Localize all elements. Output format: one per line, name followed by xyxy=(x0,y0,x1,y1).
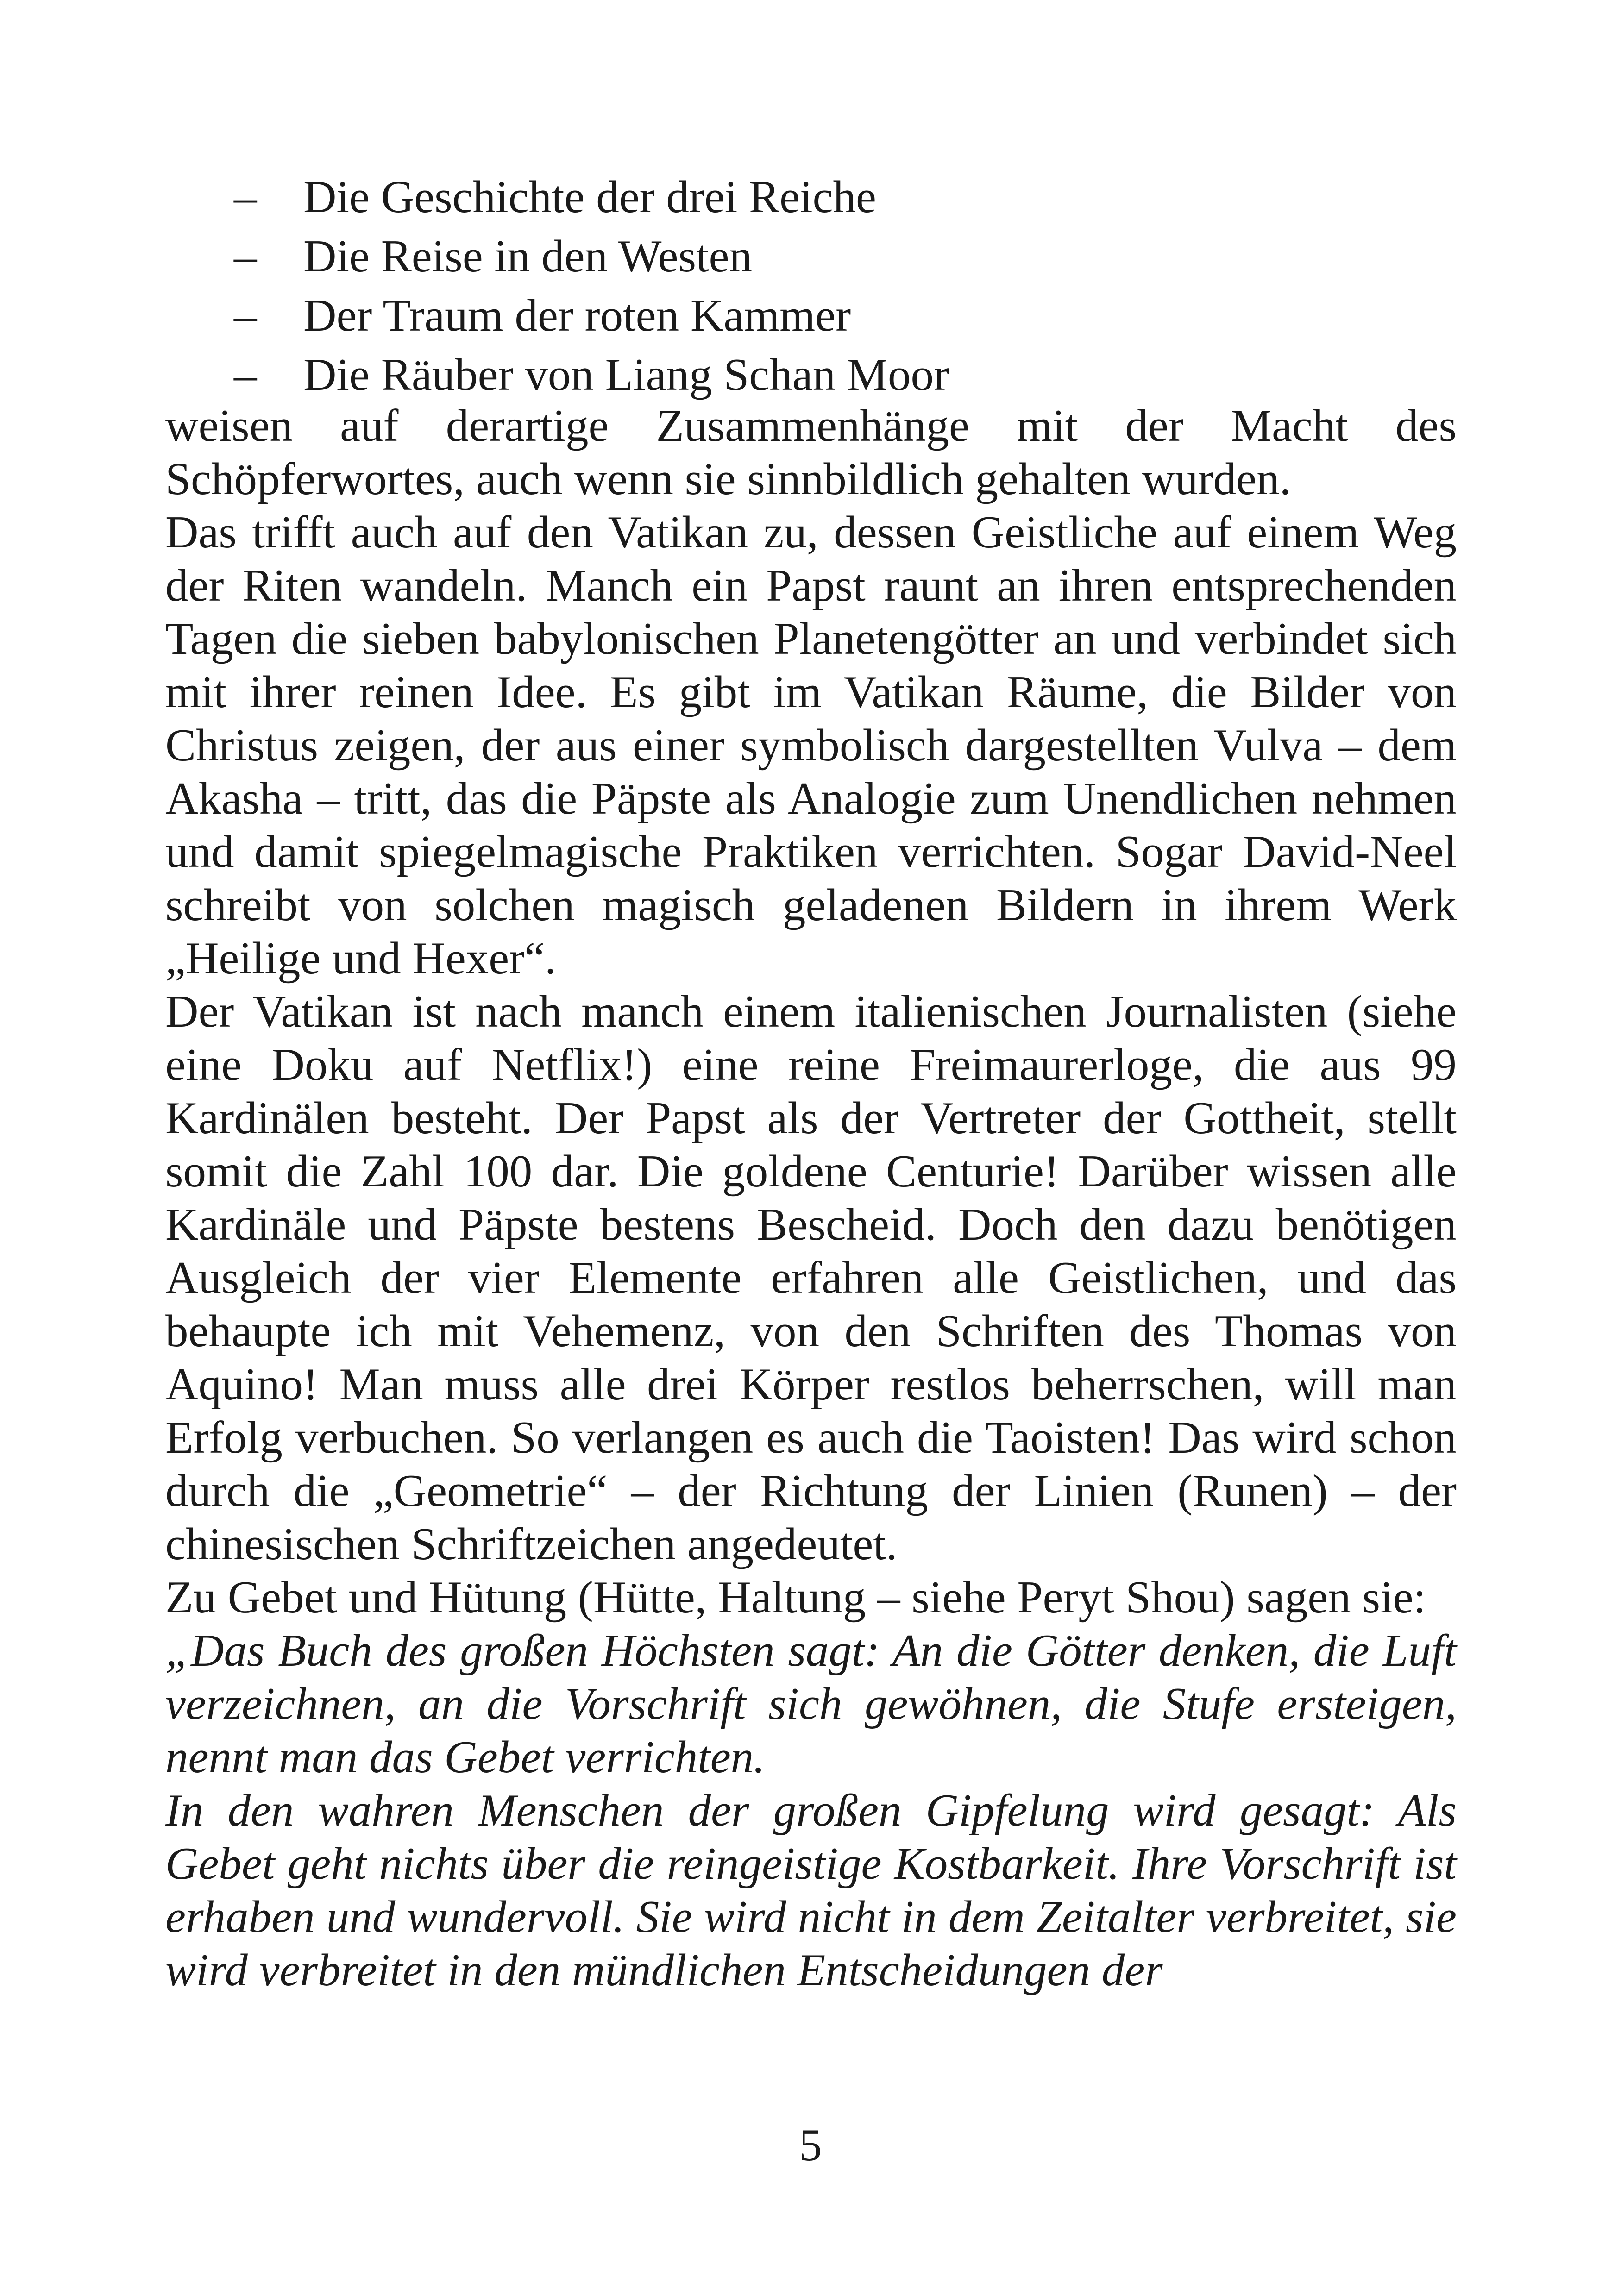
body-text xyxy=(165,399,1457,1997)
list-item-text: Die Reise in den Westen xyxy=(303,231,752,282)
quote-paragraph: In den wahren Menschen der großen Gipfelung wird gesagt: Als Gebet geht nichts über die reingeistige Kostbarkeit. Ihre Vorschrift ist erhaben und wundervoll. Sie wird nicht in dem Zeitalter verbreitet, sie wird verbreitet in den mündlichen Entscheidungen der xyxy=(165,1785,1457,1995)
paragraph: Der Vatikan ist nach manch einem italienischen Journalisten (siehe eine Doku auf Netflix!) eine reine Freimaurerloge, die aus 99 Kardinälen besteht. Der Papst als der Vertreter der Gottheit, stellt somit die Zahl 100 dar. Die goldene Centurie! Darüber wissen alle Kardinäle und Päpste bestens Bescheid. Doch den dazu benötigen Ausgleich der vier Elemente erfahren alle Geistlichen, und das behaupte ich mit Vehemenz, von den Schriften des Thomas von Aquino! Man muss alle drei Körper restlos beherrschen, will man Erfolg verbuchen. So verlangen es auch die Taoisten! Das wird schon durch die „Geometrie“ – der Richtung der Linien (Runen) – der chinesischen Schriftzeichen angedeutet. xyxy=(165,986,1457,1569)
list-dash: – xyxy=(234,350,257,400)
paragraph: weisen auf derartige Zusammenhänge mit der Macht des Schöpferwortes, auch wenn sie sinnbildlich gehalten wurden. xyxy=(165,401,1457,504)
list-item xyxy=(234,227,1484,286)
book-title-list xyxy=(234,168,1484,405)
list-item xyxy=(234,345,1484,405)
list-dash: – xyxy=(234,290,257,341)
paragraph: Das trifft auch auf den Vatikan zu, dessen Geistliche auf einem Weg der Riten wandeln. Manch ein Papst raunt an ihren entsprechenden Tagen die sieben babylonischen Planetengötter an und verbindet sich mit ihrer reinen Idee. Es gibt im Vatikan Räume, die Bilder von Christus zeigen, der aus einer symbolisch dargestellten Vulva – dem Akasha – tritt, das die Päpste als Analogie zum Unendlichen nehmen und damit spiegelmagische Praktiken verrichten. Sogar David-Neel schreibt von solchen magisch geladenen Bildern in ihrem Werk „Heilige und Hexer“. xyxy=(165,507,1457,984)
list-item-text: Der Traum der roten Kammer xyxy=(303,290,851,341)
list-item xyxy=(234,286,1484,345)
page-number: 5 xyxy=(799,2120,822,2171)
list-dash: – xyxy=(234,231,257,282)
list-item-text: Die Geschichte der drei Reiche xyxy=(303,172,876,222)
list-item-text: Die Räuber von Liang Schan Moor xyxy=(303,350,949,400)
paragraph: Zu Gebet und Hütung (Hütte, Haltung – siehe Peryt Shou) sagen sie: xyxy=(165,1572,1426,1623)
list-dash: – xyxy=(234,172,257,222)
list-item xyxy=(234,168,1484,227)
quote-paragraph: „Das Buch des großen Höchsten sagt: An die Götter denken, die Luft verzeichnen, an die Vorschrift sich gewöhnen, die Stufe ersteigen, nennt man das Gebet verrichten. xyxy=(165,1625,1457,1782)
